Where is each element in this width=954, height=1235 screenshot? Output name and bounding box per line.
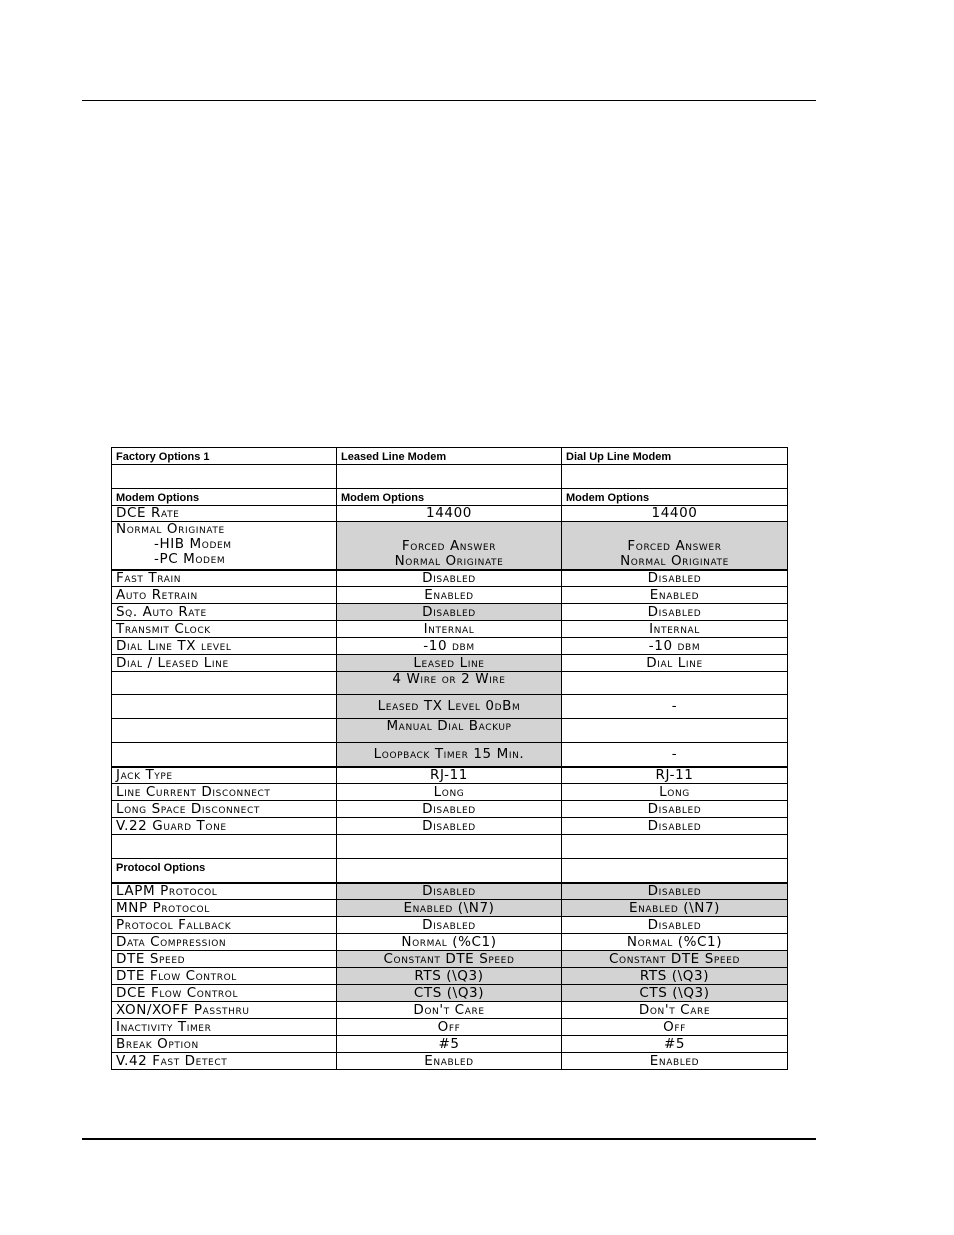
leased-value: Normal (%C1) [337,934,562,951]
table-row [112,801,788,818]
leased-value: Disabled [337,818,562,835]
leased-value: Enabled [337,587,562,604]
dial-value: Disabled [562,604,788,621]
option-label: MNP Protocol [112,900,337,917]
option-label: LAPM Protocol [112,883,337,900]
table-row [112,1019,788,1036]
leased-value: Off [337,1019,562,1036]
option-label: Break Option [112,1036,337,1053]
section-header-cell: Modem Options [562,489,788,506]
dial-value: Enabled [562,587,788,604]
originate-value: Normal Originate [394,552,504,569]
leased-value: Long [337,784,562,801]
table-row [112,587,788,604]
leased-value: 14400 [337,506,562,522]
dial-value: Disabled [562,570,788,587]
leased-value: RTS (\Q3) [337,968,562,985]
table-row [112,743,788,767]
table-row [112,522,788,570]
leased-value: Leased Line [337,655,562,672]
section-header-cell: Protocol Options [112,859,337,883]
spacer-row [112,835,788,859]
table-row [112,767,788,784]
dial-value: Enabled (\N7) [562,900,788,917]
originate-sub-label: -HIB Modem [154,536,232,552]
header-rule [82,100,816,101]
dial-value: Dial Line [562,655,788,672]
leased-value: 4 Wire or 2 Wire [337,672,562,695]
dial-value: Disabled [562,818,788,835]
dial-value: Off [562,1019,788,1036]
dial-value: RJ-11 [562,767,788,784]
option-label: V.42 Fast Detect [112,1053,337,1070]
table-row [112,818,788,835]
dial-value: -10 dbm [562,638,788,655]
leased-value: CTS (\Q3) [337,985,562,1002]
leased-value: Disabled [337,917,562,934]
leased-value: Manual Dial Backup [337,719,562,743]
table-row [112,506,788,522]
option-label: Inactivity Timer [112,1019,337,1036]
option-label: Dial / Leased Line [112,655,337,672]
option-label: DCE Flow Control [112,985,337,1002]
dial-value: Disabled [562,801,788,818]
header-cell: Factory Options 1 [112,448,337,465]
option-label: Line Current Disconnect [112,784,337,801]
leased-value: Internal [337,621,562,638]
dial-value: - [562,743,788,767]
table-row [112,784,788,801]
dial-value: Don't Care [562,1002,788,1019]
option-label: Fast Train [112,570,337,587]
table-row [112,604,788,621]
dial-value: Disabled [562,917,788,934]
section-header-row [112,489,788,506]
option-label: XON/XOFF Passthru [112,1002,337,1019]
table-row [112,1002,788,1019]
table-row [112,695,788,719]
leased-value: Enabled [337,1053,562,1070]
dial-value: CTS (\Q3) [562,985,788,1002]
section-header-cell: Modem Options [337,489,562,506]
leased-value: Disabled [337,883,562,900]
table-row [112,951,788,968]
table-row [112,883,788,900]
option-label: Jack Type [112,767,337,784]
table-row [112,655,788,672]
leased-value: Disabled [337,604,562,621]
factory-options-table [111,447,788,1070]
originate-value: Forced Answer [627,537,722,554]
originate-label: Normal Originate [116,521,225,537]
table-row [112,621,788,638]
header-cell: Leased Line Modem [337,448,562,465]
leased-value: -10 dbm [337,638,562,655]
option-label: DCE Rate [112,506,337,522]
dial-value: RTS (\Q3) [562,968,788,985]
table-row [112,1036,788,1053]
table-row [112,719,788,743]
originate-value: Forced Answer [401,537,497,554]
option-label [112,522,337,570]
option-label: Data Compression [112,934,337,951]
leased-value: Loopback Timer 15 Min. [337,743,562,767]
table-row [112,985,788,1002]
section-header-row [112,859,788,883]
header-cell: Dial Up Line Modem [562,448,788,465]
leased-value: RJ-11 [337,767,562,784]
option-label: Protocol Fallback [112,917,337,934]
option-label: Transmit Clock [112,621,337,638]
leased-value: #5 [337,1036,562,1053]
originate-value: Normal Originate [620,552,729,569]
option-label: Sq. Auto Rate [112,604,337,621]
dial-value: Long [562,784,788,801]
dial-value: - [562,695,788,719]
dial-value [562,719,788,743]
leased-value [337,522,562,570]
table-header-row [112,448,788,465]
option-label: Auto Retrain [112,587,337,604]
dial-value: Constant DTE Speed [562,951,788,968]
dial-value: Disabled [562,883,788,900]
table-row [112,672,788,695]
table-row [112,900,788,917]
dial-value [562,672,788,695]
spacer-row [112,465,788,489]
table-row [112,638,788,655]
option-label: DTE Flow Control [112,968,337,985]
leased-value: Disabled [337,801,562,818]
option-label: Long Space Disconnect [112,801,337,818]
option-label: V.22 Guard Tone [112,818,337,835]
dial-value: #5 [562,1036,788,1053]
footer-rule [82,1138,816,1140]
dial-value: Normal (%C1) [562,934,788,951]
table-row [112,968,788,985]
dial-value: 14400 [562,506,788,522]
option-label: DTE Speed [112,951,337,968]
table-row [112,570,788,587]
leased-value: Disabled [337,570,562,587]
originate-sub-label: -PC Modem [154,551,226,567]
dial-value [562,522,788,570]
section-header-cell: Modem Options [112,489,337,506]
leased-value: Enabled (\N7) [337,900,562,917]
table-row [112,1053,788,1070]
table-row [112,917,788,934]
leased-value: Constant DTE Speed [337,951,562,968]
dial-value: Enabled [562,1053,788,1070]
dial-value: Internal [562,621,788,638]
leased-value: Don't Care [337,1002,562,1019]
leased-value: Leased TX Level 0dBm [337,695,562,719]
table-row [112,934,788,951]
option-label: Dial Line TX level [112,638,337,655]
